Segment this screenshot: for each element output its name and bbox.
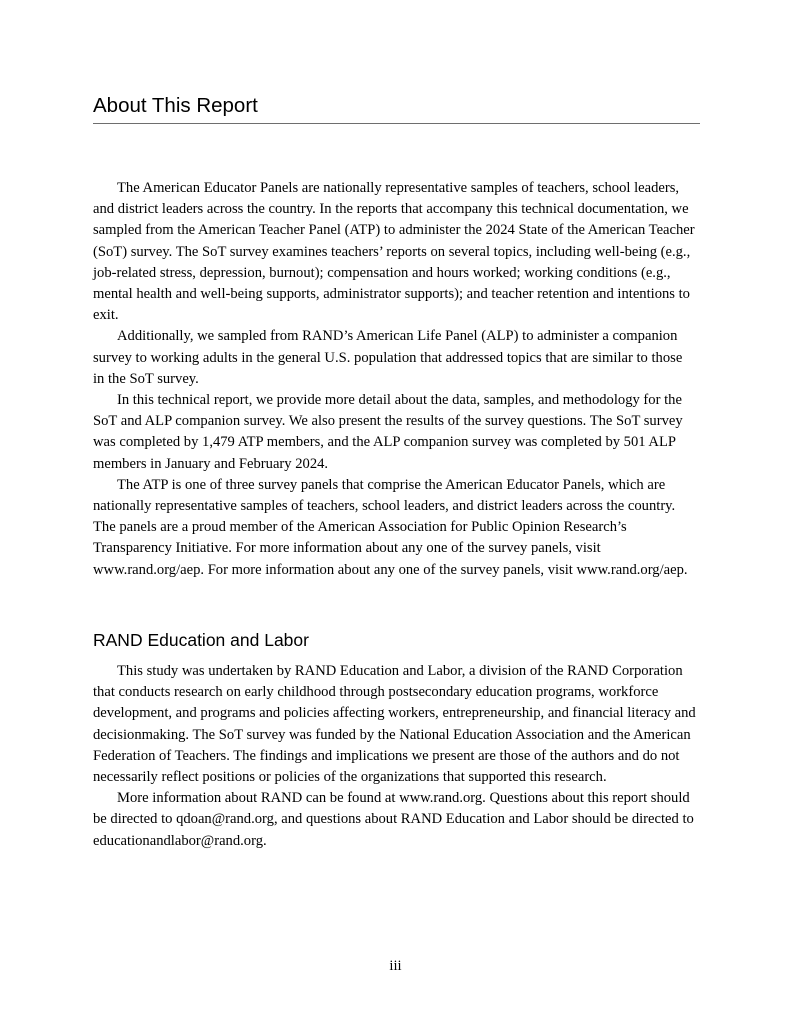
page-number: iii <box>389 958 402 974</box>
rand-paragraph-1: This study was undertaken by RAND Education and Labor, a division of the RAND Corporation that conducts research on early childhood through postsecondary education programs, workforce development, and programs and policies affecting workers, entrepreneurship, and financial literacy and decisionmaking. The SoT survey was funded by the National Education Association and the American Federation of Teachers. The findings and implications we present are those of the authors and do not necessarily reflect positions or policies of the organizations that supported this research. <box>93 663 696 786</box>
section-heading-rand-education-and-labor: RAND Education and Labor <box>93 630 309 650</box>
about-paragraph-1: The American Educator Panels are nationally representative samples of teachers, school leaders, and district leaders across the country. In the reports that accompany this technical documentation, we sampled from the American Teacher Panel (ATP) to administer the 2024 State of the American Teacher (SoT) survey. The SoT survey examines teachers’ reports on several topics, including well-being (e.g., job-related stress, depression, burnout); compensation and hours worked; working conditions (e.g., mental health and well-being supports, administrator supports); and teacher retention and intentions to exit. <box>93 180 695 324</box>
about-paragraph-3: In this technical report, we provide more detail about the data, samples, and methodology for the SoT and ALP companion survey. We also present the results of the survey questions. The SoT survey was completed by 1,479 ATP members, and the ALP companion survey was completed by 501 ALP members in January and February 2024. <box>93 392 683 472</box>
rand-section-body <box>93 661 697 852</box>
about-paragraph-4: The ATP is one of three survey panels that comprise the American Educator Panels, which are nationally representative samples of teachers, school leaders, and district leaders across the country. The panels are a proud member of the American Association for Public Opinion Research’s Transparency Initiative. For more information about any one of the survey panels, visit www.rand.org/aep. For more information about any one of the survey panels, visit www.rand.org/aep. <box>93 476 688 578</box>
about-section-body <box>93 178 697 581</box>
page-title: About This Report <box>93 92 700 124</box>
about-paragraph-2: Additionally, we sampled from RAND’s American Life Panel (ALP) to administer a companion survey to working adults in the general U.S. population that addressed topics that are similar to those in the SoT survey. <box>93 328 683 387</box>
rand-paragraph-2: More information about RAND can be found at www.rand.org. Questions about this report should be directed to qdoan@rand.org, and questions about RAND Education and Labor should be directed to educationandlabor@rand.org. <box>93 790 694 849</box>
